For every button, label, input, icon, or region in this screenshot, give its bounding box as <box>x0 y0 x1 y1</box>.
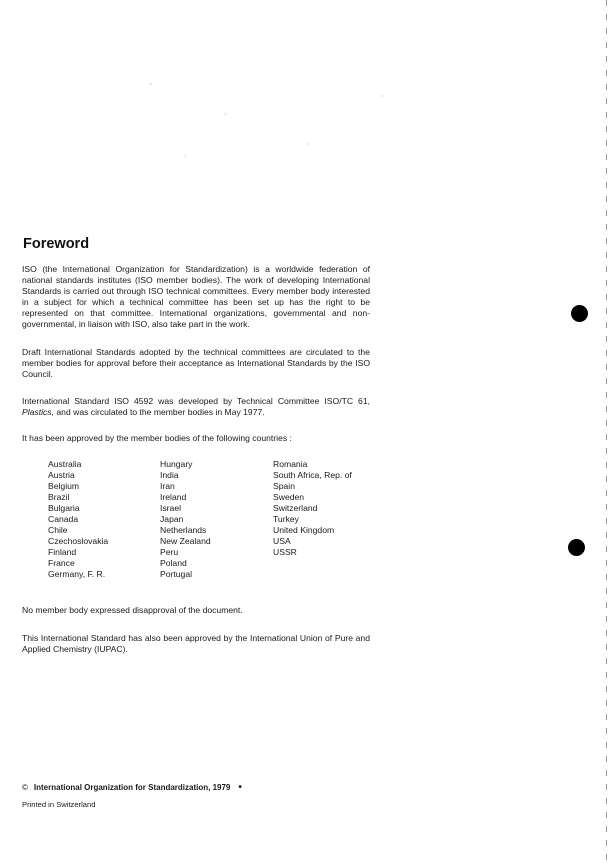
draft-standards-paragraph: Draft International Standards adopted by the technical committees are circulated to the member bodies for approval before their acceptance as International Standards by the ISO Council. <box>22 347 370 379</box>
country-item: Ireland <box>160 492 187 502</box>
country-item: USA <box>273 536 291 546</box>
copyright-line <box>22 782 242 793</box>
punch-hole-bottom <box>568 539 585 556</box>
country-item: Switzerland <box>273 503 318 513</box>
country-item: Finland <box>48 547 77 557</box>
country-item: France <box>48 558 75 568</box>
development-paragraph <box>22 396 370 418</box>
country-item: Chile <box>48 525 68 535</box>
bullet-icon: • <box>238 782 242 793</box>
country-item: Bulgaria <box>48 503 80 513</box>
intro-paragraph: ISO (the International Organization for Standardization) is a worldwide federation of national standards institutes (ISO member bodies). The work of developing International Standards is carried out through ISO technical committees. Every member body interested in a subject for which a technical committee has been set up has the right to be represented on that committee. International organizations, governmental and non-governmental, in liaison with ISO, also take part in the work. <box>22 264 370 329</box>
country-column-3 <box>273 459 352 558</box>
country-item: United Kingdom <box>273 525 335 535</box>
country-item: Australia <box>48 459 82 469</box>
country-item: India <box>160 470 179 480</box>
country-item: Romania <box>273 459 308 469</box>
country-item: Turkey <box>273 514 299 524</box>
committee-name: Plastics, <box>22 407 54 417</box>
country-item: Israel <box>160 503 182 513</box>
country-item: Peru <box>160 547 179 557</box>
country-item: Czechoslovakia <box>48 536 109 546</box>
page-edge <box>606 0 607 864</box>
country-column-1 <box>48 459 108 580</box>
country-item: Belgium <box>48 481 80 491</box>
country-item: Germany, F. R. <box>48 569 106 579</box>
country-item: Brazil <box>48 492 70 502</box>
country-item: Sweden <box>273 492 305 502</box>
country-item: Hungary <box>160 459 193 469</box>
approval-paragraph: It has been approved by the member bodies of the following countries : <box>22 433 292 443</box>
country-item: Poland <box>160 558 187 568</box>
country-item: Iran <box>160 481 175 491</box>
country-item: Austria <box>48 470 75 480</box>
copyright-text: International Organization for Standardization, 1979 <box>33 783 231 792</box>
country-item: Japan <box>160 514 184 524</box>
iupac-paragraph: This International Standard has also been approved by the International Union of Pure and Applied Chemistry (IUPAC). <box>22 633 370 654</box>
country-item: Netherlands <box>160 525 207 535</box>
country-item: New Zealand <box>160 536 211 546</box>
disapproval-paragraph: No member body expressed disapproval of the document. <box>22 605 243 615</box>
country-column-2 <box>160 459 211 580</box>
development-text-2: and was circulated to the member bodies in May 1977. <box>54 407 265 417</box>
punch-hole-top <box>571 305 588 322</box>
country-item: Canada <box>48 514 79 524</box>
printed-note: Printed in Switzerland <box>22 800 96 809</box>
country-item: Portugal <box>160 569 193 579</box>
scan-noise <box>110 60 450 180</box>
country-item: USSR <box>273 547 297 557</box>
country-item: South Africa, Rep. of <box>273 470 352 480</box>
development-text-1: International Standard ISO 4592 was developed by Technical Committee ISO/TC 61, <box>22 396 370 406</box>
country-item: Spain <box>273 481 295 491</box>
page-title: Foreword <box>23 236 90 252</box>
copyright-symbol: © <box>22 783 28 792</box>
